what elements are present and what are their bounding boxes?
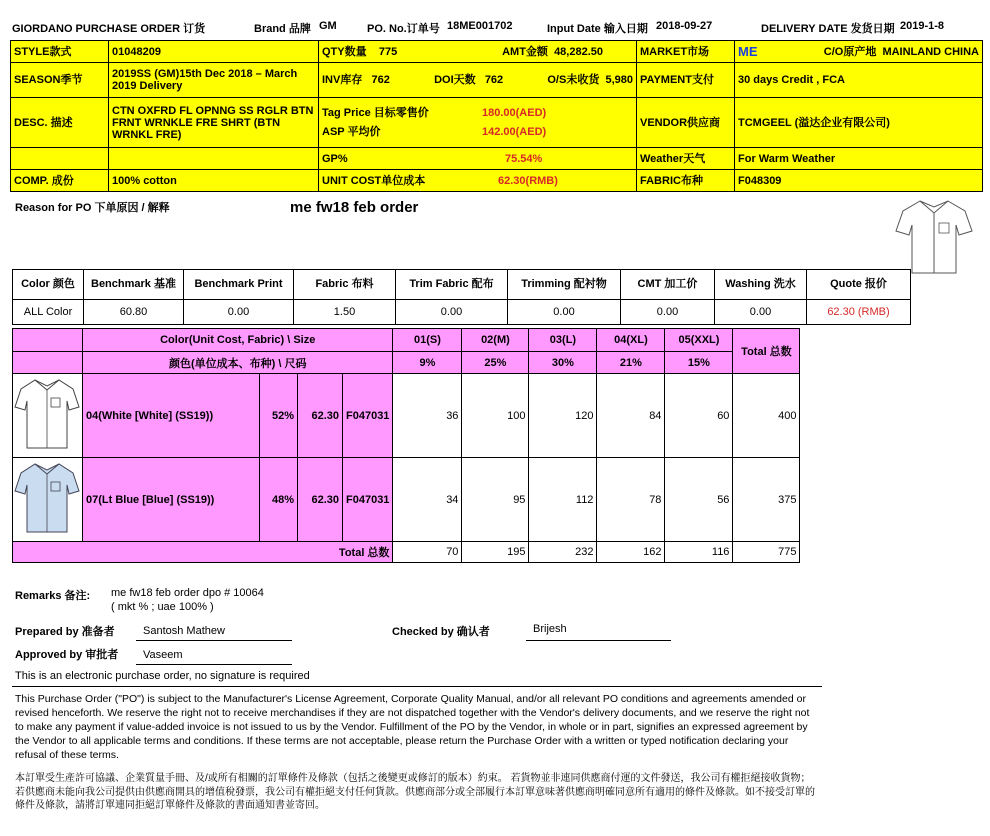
qty-label: QTY数量 bbox=[322, 45, 367, 58]
amt-label: AMT金额 bbox=[502, 45, 548, 58]
vendor-value: TCMGEEL (溢达企业有限公司) bbox=[735, 98, 983, 148]
qty-value: 775 bbox=[378, 45, 398, 58]
reason-value: me fw18 feb order bbox=[290, 199, 419, 216]
comp-label: COMP. 成份 bbox=[11, 170, 109, 192]
size-header-line2: 颜色(单位成本、布种) \ 尺码 bbox=[83, 352, 393, 374]
divider bbox=[12, 686, 822, 687]
approved-value: Vaseem bbox=[143, 649, 183, 661]
cost-header: Quote 报价 bbox=[807, 270, 911, 300]
payment-value: 30 days Credit , FCA bbox=[735, 63, 983, 98]
weather-value: For Warm Weather bbox=[735, 148, 983, 170]
row-total: 375 bbox=[733, 458, 800, 542]
fabric-value: F048309 bbox=[735, 170, 983, 192]
size-label: 01(S) bbox=[393, 329, 462, 352]
qty-cell: 56 bbox=[665, 458, 733, 542]
terms-english: This Purchase Order ("PO") is subject to the Manufacturer's License Agreement, Corporate Quality Manual, and/or all relevant PO conditions and agreements amended or revised henceforth. We reserve the right not to receive merchandises if they are not dispatched together with the Vendor's delivery documents, and we reserve the right not to make any payment if value-added invoice is not issued to us by the Vendor. Fulfillment of the PO by the Vendor, in whole or in part, signifies an expressed agreement by the Vendor to all applicable terms and conditions. If these terms are not acceptable, please return the Purchase Order with a written or typed notification declaring your refusal of these terms. bbox=[15, 693, 810, 761]
remarks-label: Remarks 备注: bbox=[15, 590, 91, 602]
comp-value: 100% cotton bbox=[109, 170, 319, 192]
approved-underline bbox=[136, 664, 292, 665]
approved-label: Approved by 审批者 bbox=[15, 649, 119, 661]
cost-header: CMT 加工价 bbox=[621, 270, 715, 300]
payment-label: PAYMENT支付 bbox=[637, 63, 735, 98]
desc-value: CTN OXFRD FL OPNNG SS RGLR BTN FRNT WRNKLE FRE SHRT (BTN WRNKL FRE) bbox=[109, 98, 319, 148]
cost-header: Trimming 配衬物 bbox=[508, 270, 621, 300]
fabric-label: FABRIC布种 bbox=[637, 170, 735, 192]
color-cost: 62.30 bbox=[298, 458, 343, 542]
doi-value: 762 bbox=[484, 74, 504, 86]
cost-header: Trim Fabric 配布 bbox=[396, 270, 508, 300]
color-pct: 48% bbox=[260, 458, 298, 542]
doi-label: DOI天数 bbox=[434, 74, 476, 86]
footer-qty: 232 bbox=[529, 542, 597, 563]
checked-label: Checked by 确认者 bbox=[392, 626, 490, 638]
cost-cell: 0.00 bbox=[621, 300, 715, 325]
size-quantity-table bbox=[12, 328, 800, 563]
inv-value: 762 bbox=[371, 74, 390, 86]
cost-cell: ALL Color bbox=[13, 300, 84, 325]
tag-price-value: 180.00(AED) bbox=[482, 107, 547, 119]
white-shirt-icon bbox=[13, 374, 81, 454]
size-ratio: 15% bbox=[665, 352, 733, 374]
checked-underline bbox=[526, 640, 671, 641]
origin-value: MAINLAND CHINA bbox=[882, 45, 979, 58]
delivery-date-label: DELIVERY DATE 发货日期 bbox=[761, 23, 895, 35]
season-label: SEASON季节 bbox=[11, 63, 109, 98]
prepared-underline bbox=[136, 640, 292, 641]
terms-chinese: 本訂單受生產許可協議、企業質量手冊、及/或所有相關的訂單條件及條款（包括之後變更或修訂的版本）約束。 若貨物並非連同供應商付運的文件發送，我公司有權拒絕接收貨物；若供應商未能向我公司提供由供應商開具的增值稅發票，我公司有權拒絕支付任何貨款。供應商部分或全部履行本訂單意味著供應商明確同意所有適用的條件及條款。如不接受訂單的條件及條款，請將訂單連同拒絕訂單條件及條款的書面通知書並寄回。 bbox=[15, 773, 815, 811]
table-row bbox=[13, 374, 800, 458]
cost-cell: 0.00 bbox=[715, 300, 807, 325]
size-ratio: 30% bbox=[529, 352, 597, 374]
table-row bbox=[13, 458, 800, 542]
color-cost: 62.30 bbox=[298, 374, 343, 458]
inv-label: INV库存 bbox=[322, 74, 363, 86]
qty-cell: 95 bbox=[462, 458, 529, 542]
size-label: 04(XL) bbox=[597, 329, 665, 352]
footer-total-label: Total 总数 bbox=[13, 542, 393, 563]
quote-cell: 62.30 (RMB) bbox=[807, 300, 911, 325]
market-label: MARKET市场 bbox=[637, 41, 735, 63]
color-name: 07(Lt Blue [Blue] (SS19)) bbox=[83, 458, 260, 542]
cost-breakdown-table bbox=[12, 269, 911, 325]
size-ratio: 9% bbox=[393, 352, 462, 374]
delivery-date-value: 2019-1-8 bbox=[900, 20, 945, 32]
qty-cell: 112 bbox=[529, 458, 597, 542]
reason-label: Reason for PO 下单原因 / 解释 bbox=[15, 202, 170, 214]
company-title: GIORDANO PURCHASE ORDER 订货 bbox=[12, 23, 206, 35]
qty-cell: 100 bbox=[462, 374, 529, 458]
row-total: 400 bbox=[733, 374, 800, 458]
cost-header: Fabric 布料 bbox=[294, 270, 396, 300]
color-fabric: F047031 bbox=[343, 458, 393, 542]
input-date-value: 2018-09-27 bbox=[656, 20, 713, 32]
cost-header: Color 颜色 bbox=[13, 270, 84, 300]
total-header: Total 总数 bbox=[733, 329, 800, 374]
asp-value: 142.00(AED) bbox=[482, 126, 547, 138]
footer-qty: 70 bbox=[393, 542, 462, 563]
remarks-line2: ( mkt % ; uae 100% ) bbox=[111, 601, 214, 613]
size-ratio: 21% bbox=[597, 352, 665, 374]
tag-price-label: Tag Price 目标零售价 bbox=[322, 107, 429, 119]
qty-cell: 34 bbox=[393, 458, 462, 542]
asp-label: ASP 平均价 bbox=[322, 126, 381, 138]
cost-cell: 60.80 bbox=[84, 300, 184, 325]
amt-value: 48,282.50 bbox=[554, 45, 603, 58]
qty-cell: 78 bbox=[597, 458, 665, 542]
color-name: 04(White [White] (SS19)) bbox=[83, 374, 260, 458]
brand-value: GM bbox=[319, 20, 337, 32]
os-label: O/S未收货 bbox=[547, 74, 600, 86]
table-footer-row bbox=[13, 542, 800, 563]
cost-cell: 1.50 bbox=[294, 300, 396, 325]
color-pct: 52% bbox=[260, 374, 298, 458]
size-label: 03(L) bbox=[529, 329, 597, 352]
size-label: 02(M) bbox=[462, 329, 529, 352]
desc-label: DESC. 描述 bbox=[11, 98, 109, 148]
cost-header: Washing 洗水 bbox=[715, 270, 807, 300]
market-value: ME bbox=[738, 43, 758, 59]
cost-header: Benchmark Print bbox=[184, 270, 294, 300]
size-header-line1: Color(Unit Cost, Fabric) \ Size bbox=[83, 329, 393, 352]
style-value: 01048209 bbox=[109, 41, 319, 63]
remarks-line1: me fw18 feb order dpo # 10064 bbox=[111, 587, 264, 599]
cost-header: Benchmark 基准 bbox=[84, 270, 184, 300]
footer-qty: 116 bbox=[665, 542, 733, 563]
origin-label: C/O原产地 bbox=[823, 45, 877, 58]
prepared-value: Santosh Mathew bbox=[143, 625, 225, 637]
checked-value: Brijesh bbox=[533, 623, 567, 635]
vendor-label: VENDOR供应商 bbox=[637, 98, 735, 148]
footer-qty: 195 bbox=[462, 542, 529, 563]
qty-cell: 84 bbox=[597, 374, 665, 458]
gp-value: 75.54% bbox=[505, 152, 543, 165]
po-number-value: 18ME001702 bbox=[447, 20, 513, 32]
cost-cell: 0.00 bbox=[184, 300, 294, 325]
gp-label: GP% bbox=[322, 152, 348, 165]
blue-shirt-icon bbox=[13, 458, 81, 538]
size-ratio: 25% bbox=[462, 352, 529, 374]
qty-cell: 36 bbox=[393, 374, 462, 458]
unit-cost-label: UNIT COST单位成本 bbox=[322, 174, 426, 187]
prepared-label: Prepared by 准备者 bbox=[15, 626, 115, 638]
qty-cell: 120 bbox=[529, 374, 597, 458]
size-label: 05(XXL) bbox=[665, 329, 733, 352]
input-date-label: Input Date 输入日期 bbox=[547, 23, 648, 35]
footer-grand-total: 775 bbox=[733, 542, 800, 563]
color-fabric: F047031 bbox=[343, 374, 393, 458]
product-sketch-icon bbox=[893, 195, 975, 279]
os-value: 5,980 bbox=[605, 74, 633, 86]
brand-label: Brand 品牌 bbox=[254, 23, 311, 35]
style-label: STYLE款式 bbox=[11, 41, 109, 63]
weather-label: Weather天气 bbox=[637, 148, 735, 170]
po-number-label: PO. No.订单号 bbox=[367, 23, 440, 35]
footer-qty: 162 bbox=[597, 542, 665, 563]
qty-cell: 60 bbox=[665, 374, 733, 458]
electronic-note: This is an electronic purchase order, no signature is required bbox=[15, 670, 310, 682]
season-value: 2019SS (GM)15th Dec 2018 – March 2019 Delivery bbox=[109, 63, 319, 98]
cost-cell: 0.00 bbox=[396, 300, 508, 325]
order-info-table bbox=[10, 40, 983, 192]
cost-cell: 0.00 bbox=[508, 300, 621, 325]
po-header bbox=[12, 20, 982, 36]
unit-cost-value: 62.30(RMB) bbox=[498, 174, 558, 187]
